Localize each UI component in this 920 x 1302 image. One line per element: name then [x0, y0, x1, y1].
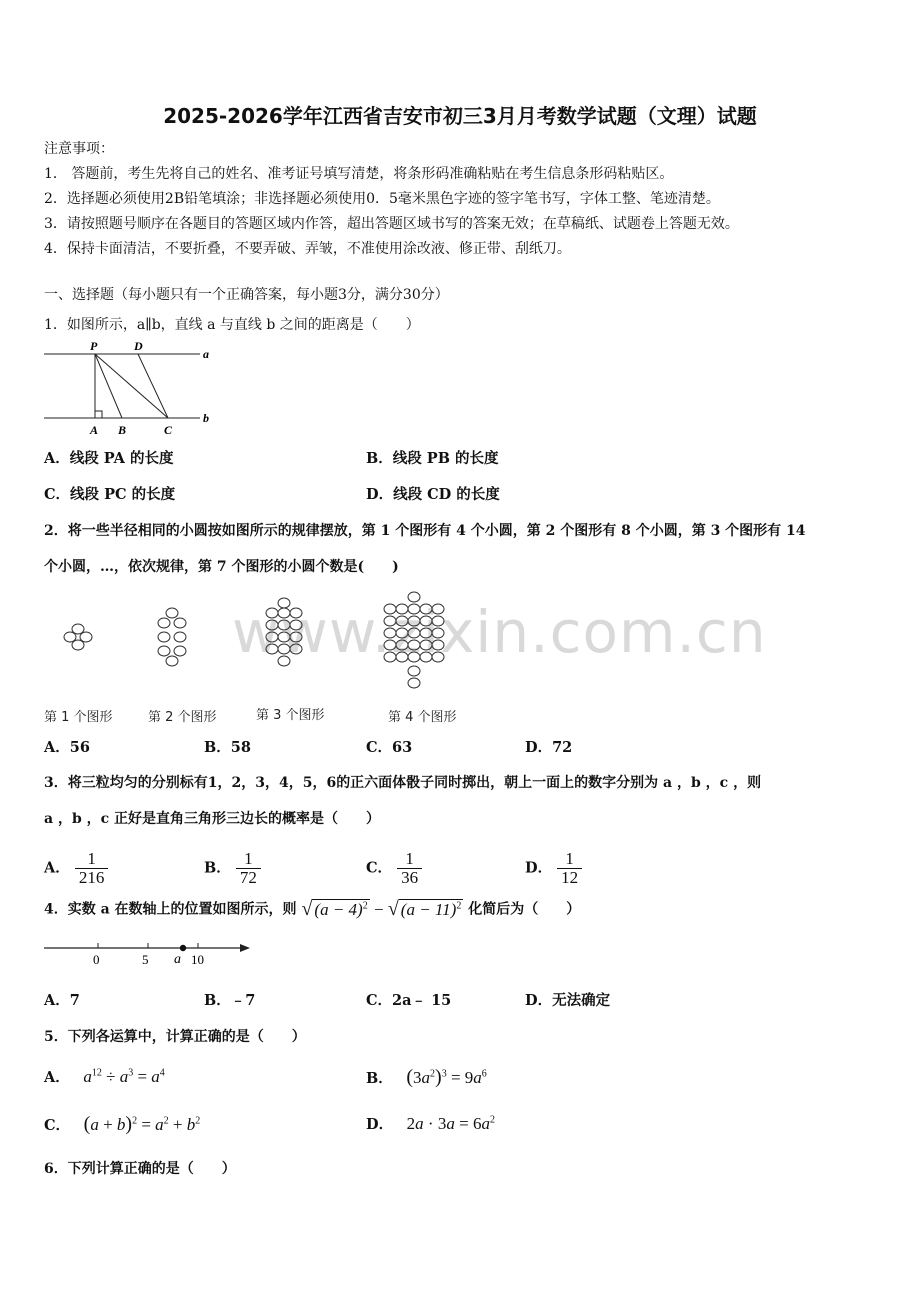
option-label: D．: [366, 1116, 394, 1133]
option-d[interactable]: D．72: [525, 739, 573, 756]
tick-0: 0: [93, 952, 100, 967]
label-C: C: [164, 423, 173, 437]
denominator: 36: [401, 868, 419, 887]
question-4-stem-pre: 4．实数 a 在数轴上的位置如图所示，则: [44, 901, 297, 918]
option-c[interactable]: [366, 850, 422, 887]
option-c[interactable]: C．63: [366, 739, 413, 756]
option-b[interactable]: B．线段 PB 的长度: [366, 450, 499, 467]
question-6-stem: 6．下列计算正确的是（ ）: [44, 1161, 236, 1177]
option-b[interactable]: B．﹣7: [204, 992, 256, 1009]
radicand: $(a - 4)^2$: [314, 900, 368, 919]
question-2-stem: 2．将一些半径相同的小圆按如图所示的规律摆放，第 1 个图形有 4 个小圆，第 2 个图形有 8 个小圆，第 3 个图形有 14: [44, 523, 806, 539]
option-c[interactable]: C．2a﹣ 15: [366, 992, 452, 1009]
option-d[interactable]: D．线段 CD 的长度: [366, 486, 500, 503]
option-b[interactable]: [366, 1066, 487, 1089]
number-line-figure: [40, 936, 260, 972]
page-title: 2025-2026学年江西省吉安市初三3月月考数学试题（文理）试题: [163, 104, 757, 128]
figure-caption-2: 第 2 个图形: [148, 710, 217, 725]
sqrt-sign: √: [301, 898, 313, 920]
option-label: A．: [44, 859, 70, 877]
question-3-stem-cont: a ，b ，c 正好是直角三角形三边长的概率是（ ）: [44, 811, 381, 827]
expression-b: $(3a^2)^3 = 9a^6$: [406, 1066, 487, 1088]
question-4-stem: [44, 898, 580, 921]
question-2-stem-cont: 个小圆，…，依次规律，第 7 个图形的小圆个数是( ): [44, 559, 399, 575]
watermark: www.zixin.com.cn: [232, 598, 767, 666]
radicand-1: (a − 4): [314, 900, 363, 919]
expression-a: $a^{12} \div a^3 = a^4$: [74, 1067, 165, 1086]
section-heading: 一、选择题（每小题只有一个正确答案，每小题3分，满分30分）: [44, 287, 449, 303]
fraction: [236, 850, 261, 887]
notice-item: 4．保持卡面清洁，不要折叠，不要弄破、弄皱，不准使用涂改液、修正带、刮纸刀。: [44, 241, 571, 257]
option-a[interactable]: A．7: [44, 992, 80, 1009]
radicand-2: (a − 11): [400, 900, 457, 919]
option-c[interactable]: [44, 1113, 200, 1136]
option-a[interactable]: A．56: [44, 739, 90, 756]
numerator: 1: [75, 850, 109, 869]
notice-item: 1． 答题前，考生先将自己的姓名、准考证号填写清楚，将条形码准确粘贴在考生信息条形码粘贴区。: [44, 166, 674, 182]
radical-expression: √ $(a - 4)^2$ − √ $(a - 11)^2$: [301, 898, 462, 920]
denominator: 72: [239, 868, 257, 887]
expression-d: $2a \cdot 3a = 6a^2$: [406, 1114, 495, 1133]
label-A: A: [90, 423, 99, 437]
label-a: a: [203, 347, 209, 361]
question-5-stem: 5．下列各运算中，计算正确的是（ ）: [44, 1029, 306, 1045]
figure-caption-4: 第 4 个图形: [388, 710, 457, 725]
pattern-1: [64, 624, 92, 650]
label-B: B: [118, 423, 127, 437]
tick-10: 10: [191, 952, 204, 967]
label-b: b: [203, 411, 209, 425]
option-label: C．: [366, 859, 393, 877]
notice-heading: 注意事项：: [44, 141, 114, 157]
option-b[interactable]: B．58: [204, 739, 251, 756]
option-label: B．: [366, 1070, 393, 1087]
sqrt-sign: √: [387, 898, 399, 920]
fraction: [557, 850, 582, 887]
pattern-4: [384, 592, 444, 688]
option-label: C．: [44, 1117, 71, 1134]
label-D: D: [134, 339, 143, 353]
fraction: [75, 850, 109, 887]
label-P: P: [90, 339, 98, 353]
option-label: B．: [204, 859, 231, 877]
point-a-label: a: [174, 952, 181, 967]
question-1-stem: 1．如图所示，a∥b，直线 a 与直线 b 之间的距离是（ ）: [44, 317, 420, 333]
numerator: 1: [236, 850, 261, 869]
circle-pattern-figure: [40, 585, 480, 695]
option-c[interactable]: C．线段 PC 的长度: [44, 486, 176, 503]
option-d[interactable]: [366, 1113, 495, 1134]
option-a[interactable]: [44, 1066, 165, 1087]
option-b[interactable]: [204, 850, 261, 887]
denominator: 216: [78, 868, 105, 887]
numerator: 1: [557, 850, 582, 869]
option-label: D．: [525, 859, 553, 877]
figure-caption-1: 第 1 个图形: [44, 710, 113, 725]
parallel-lines-figure: [40, 338, 220, 438]
question-3-stem: 3．将三粒均匀的分别标有1，2，3，4，5，6的正六面体骰子同时掷出，朝上一面上的数字分别为 a ，b ，c ，则: [44, 775, 762, 791]
option-d[interactable]: [525, 850, 582, 887]
numerator: 1: [397, 850, 422, 869]
denominator: 12: [561, 868, 579, 887]
tick-5: 5: [142, 952, 149, 967]
expression-c: $(a + b)^2 = a^2 + b^2$: [83, 1113, 201, 1135]
fraction: [397, 850, 422, 887]
option-d[interactable]: D．无法确定: [525, 992, 611, 1009]
question-4-stem-post: 化简后为（ ）: [468, 901, 581, 918]
pattern-2: [158, 608, 186, 666]
option-label: A．: [44, 1069, 70, 1086]
notice-item: 2．选择题必须使用2B铅笔填涂；非选择题必须使用0．5毫米黑色字迹的签字笔书写，字体工整、笔迹清楚。: [44, 191, 720, 207]
notice-item: 3．请按照题号顺序在各题目的答题区域内作答，超出答题区域书写的答案无效；在草稿纸、试题卷上答题无效。: [44, 216, 739, 232]
option-a[interactable]: A．线段 PA 的长度: [44, 450, 174, 467]
figure-caption-3: 第 3 个图形: [256, 708, 325, 723]
radicand: $(a - 11)^2$: [400, 900, 462, 919]
option-a[interactable]: [44, 850, 108, 887]
pattern-3: [266, 598, 302, 666]
